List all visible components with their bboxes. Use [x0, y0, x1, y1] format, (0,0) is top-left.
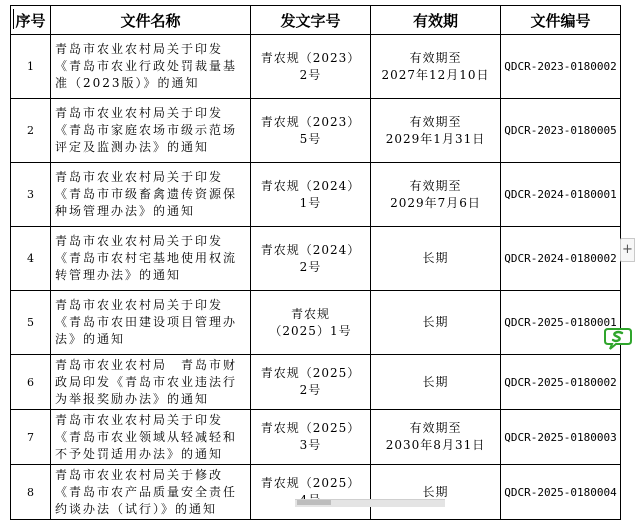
doc-number-line: 3号: [299, 438, 322, 452]
validity-line: 2029年7月6日: [390, 195, 481, 210]
doc-number-line: 2号: [299, 383, 322, 397]
file-name-cell: 青岛市农业农村局关于印发《青岛市农村宅基地使用权流转管理办法》的通知: [51, 227, 251, 291]
file-name-cell: 青岛市农业农村局关于印发《青岛市农田建设项目管理办法》的通知: [51, 291, 251, 355]
file-code-cell: QDCR-2024-0180002: [501, 227, 621, 291]
validity-cell: [371, 465, 501, 520]
file-code-cell: QDCR-2025-0180003: [501, 410, 621, 465]
seq-cell: 4: [11, 227, 51, 291]
seq-cell: 8: [11, 465, 51, 520]
doc-number-line: 1号: [299, 195, 322, 210]
table-row: [11, 355, 621, 410]
header-validity: 有效期: [371, 6, 501, 35]
table-row: [11, 465, 621, 520]
table-row: [11, 163, 621, 227]
table-body: [11, 35, 621, 520]
validity-line: 长期: [422, 315, 449, 329]
table-row: [11, 99, 621, 163]
validity-cell: [371, 355, 501, 410]
validity-line: 长期: [422, 484, 449, 499]
scrollbar-thumb[interactable]: [297, 500, 331, 505]
doc-number-line: 2号: [299, 259, 322, 274]
file-name-cell: 青岛市农业农村局关于印发《青岛市农业领域从轻减轻和不予处罚适用办法》的通知: [51, 410, 251, 465]
doc-number-cell: [251, 410, 371, 465]
seq-cell: 1: [11, 35, 51, 99]
seq-cell: 3: [11, 163, 51, 227]
doc-number-line: 青农规: [290, 306, 330, 321]
seq-cell: 6: [11, 355, 51, 410]
table-header-row: [11, 6, 621, 35]
doc-number-line: 青农规（2025）: [260, 421, 361, 435]
doc-number-cell: [251, 355, 371, 410]
seq-cell: 2: [11, 99, 51, 163]
table-row: [11, 291, 621, 355]
validity-line: 2029年1月31日: [385, 131, 486, 146]
validity-cell: [371, 163, 501, 227]
validity-cell: [371, 410, 501, 465]
doc-number-cell: [251, 291, 371, 355]
validity-line: 有效期至: [409, 421, 462, 435]
validity-line: 2030年8月31日: [385, 438, 486, 452]
header-doc-number: 发文字号: [251, 6, 371, 35]
doc-number-line: 青农规（2024）: [260, 242, 361, 257]
doc-number-line: 2号: [299, 67, 322, 82]
validity-cell: [371, 99, 501, 163]
text-cursor: [13, 9, 14, 29]
validity-line: 2027年12月10日: [381, 67, 490, 82]
document-table: [10, 5, 621, 520]
header-file-code: 文件编号: [501, 6, 621, 35]
doc-number-cell: [251, 465, 371, 520]
table-row: [11, 35, 621, 99]
header-seq: 序号: [11, 6, 51, 35]
seq-cell: 5: [11, 291, 51, 355]
file-code-cell: QDCR-2023-0180002: [501, 35, 621, 99]
doc-number-line: 青农规（2024）: [260, 178, 361, 193]
file-code-cell: QDCR-2025-0180001: [501, 291, 621, 355]
file-name-cell: 青岛市农业农村局关于印发《青岛市市级畜禽遗传资源保种场管理办法》的通知: [51, 163, 251, 227]
doc-number-line: 青农规（2023）: [260, 114, 361, 129]
validity-line: 长期: [422, 251, 449, 265]
doc-number-line: 5号: [299, 131, 322, 146]
validity-cell: [371, 35, 501, 99]
seq-cell: 7: [11, 410, 51, 465]
file-code-cell: QDCR-2024-0180001: [501, 163, 621, 227]
expand-button[interactable]: +: [620, 238, 635, 262]
file-code-cell: QDCR-2023-0180005: [501, 99, 621, 163]
doc-number-line: （2025）1号: [269, 323, 352, 338]
validity-cell: [371, 227, 501, 291]
doc-number-line: 青农规（2023）: [260, 50, 361, 65]
file-name-cell: 青岛市农业农村局关于印发《青岛市家庭农场市级示范场评定及监测办法》的通知: [51, 99, 251, 163]
file-code-cell: QDCR-2025-0180004: [501, 465, 621, 520]
file-name-cell: 青岛市农业农村局关于印发《青岛市农业行政处罚裁量基准（2023版）》的通知: [51, 35, 251, 99]
table-row: [11, 227, 621, 291]
doc-number-cell: [251, 99, 371, 163]
validity-line: 有效期至: [409, 114, 462, 129]
header-file-name: 文件名称: [51, 6, 251, 35]
table-row: [11, 410, 621, 465]
doc-number-cell: [251, 227, 371, 291]
sogou-ime-icon[interactable]: [604, 326, 632, 350]
validity-line: 有效期至: [409, 178, 462, 193]
doc-number-line: 青农规（2025）: [260, 476, 361, 490]
file-name-cell: 青岛市农业农村局 青岛市财政局印发《青岛市农业违法行为举报奖励办法》的通知: [51, 355, 251, 410]
doc-number-line: 青农规（2025）: [260, 366, 361, 380]
file-name-cell: 青岛市农业农村局关于修改《青岛市农产品质量安全责任约谈办法（试行）》的通知: [51, 465, 251, 520]
doc-number-cell: [251, 163, 371, 227]
validity-cell: [371, 291, 501, 355]
validity-line: 有效期至: [409, 50, 462, 65]
validity-line: 长期: [422, 374, 449, 389]
file-code-cell: QDCR-2025-0180002: [501, 355, 621, 410]
doc-number-cell: [251, 35, 371, 99]
